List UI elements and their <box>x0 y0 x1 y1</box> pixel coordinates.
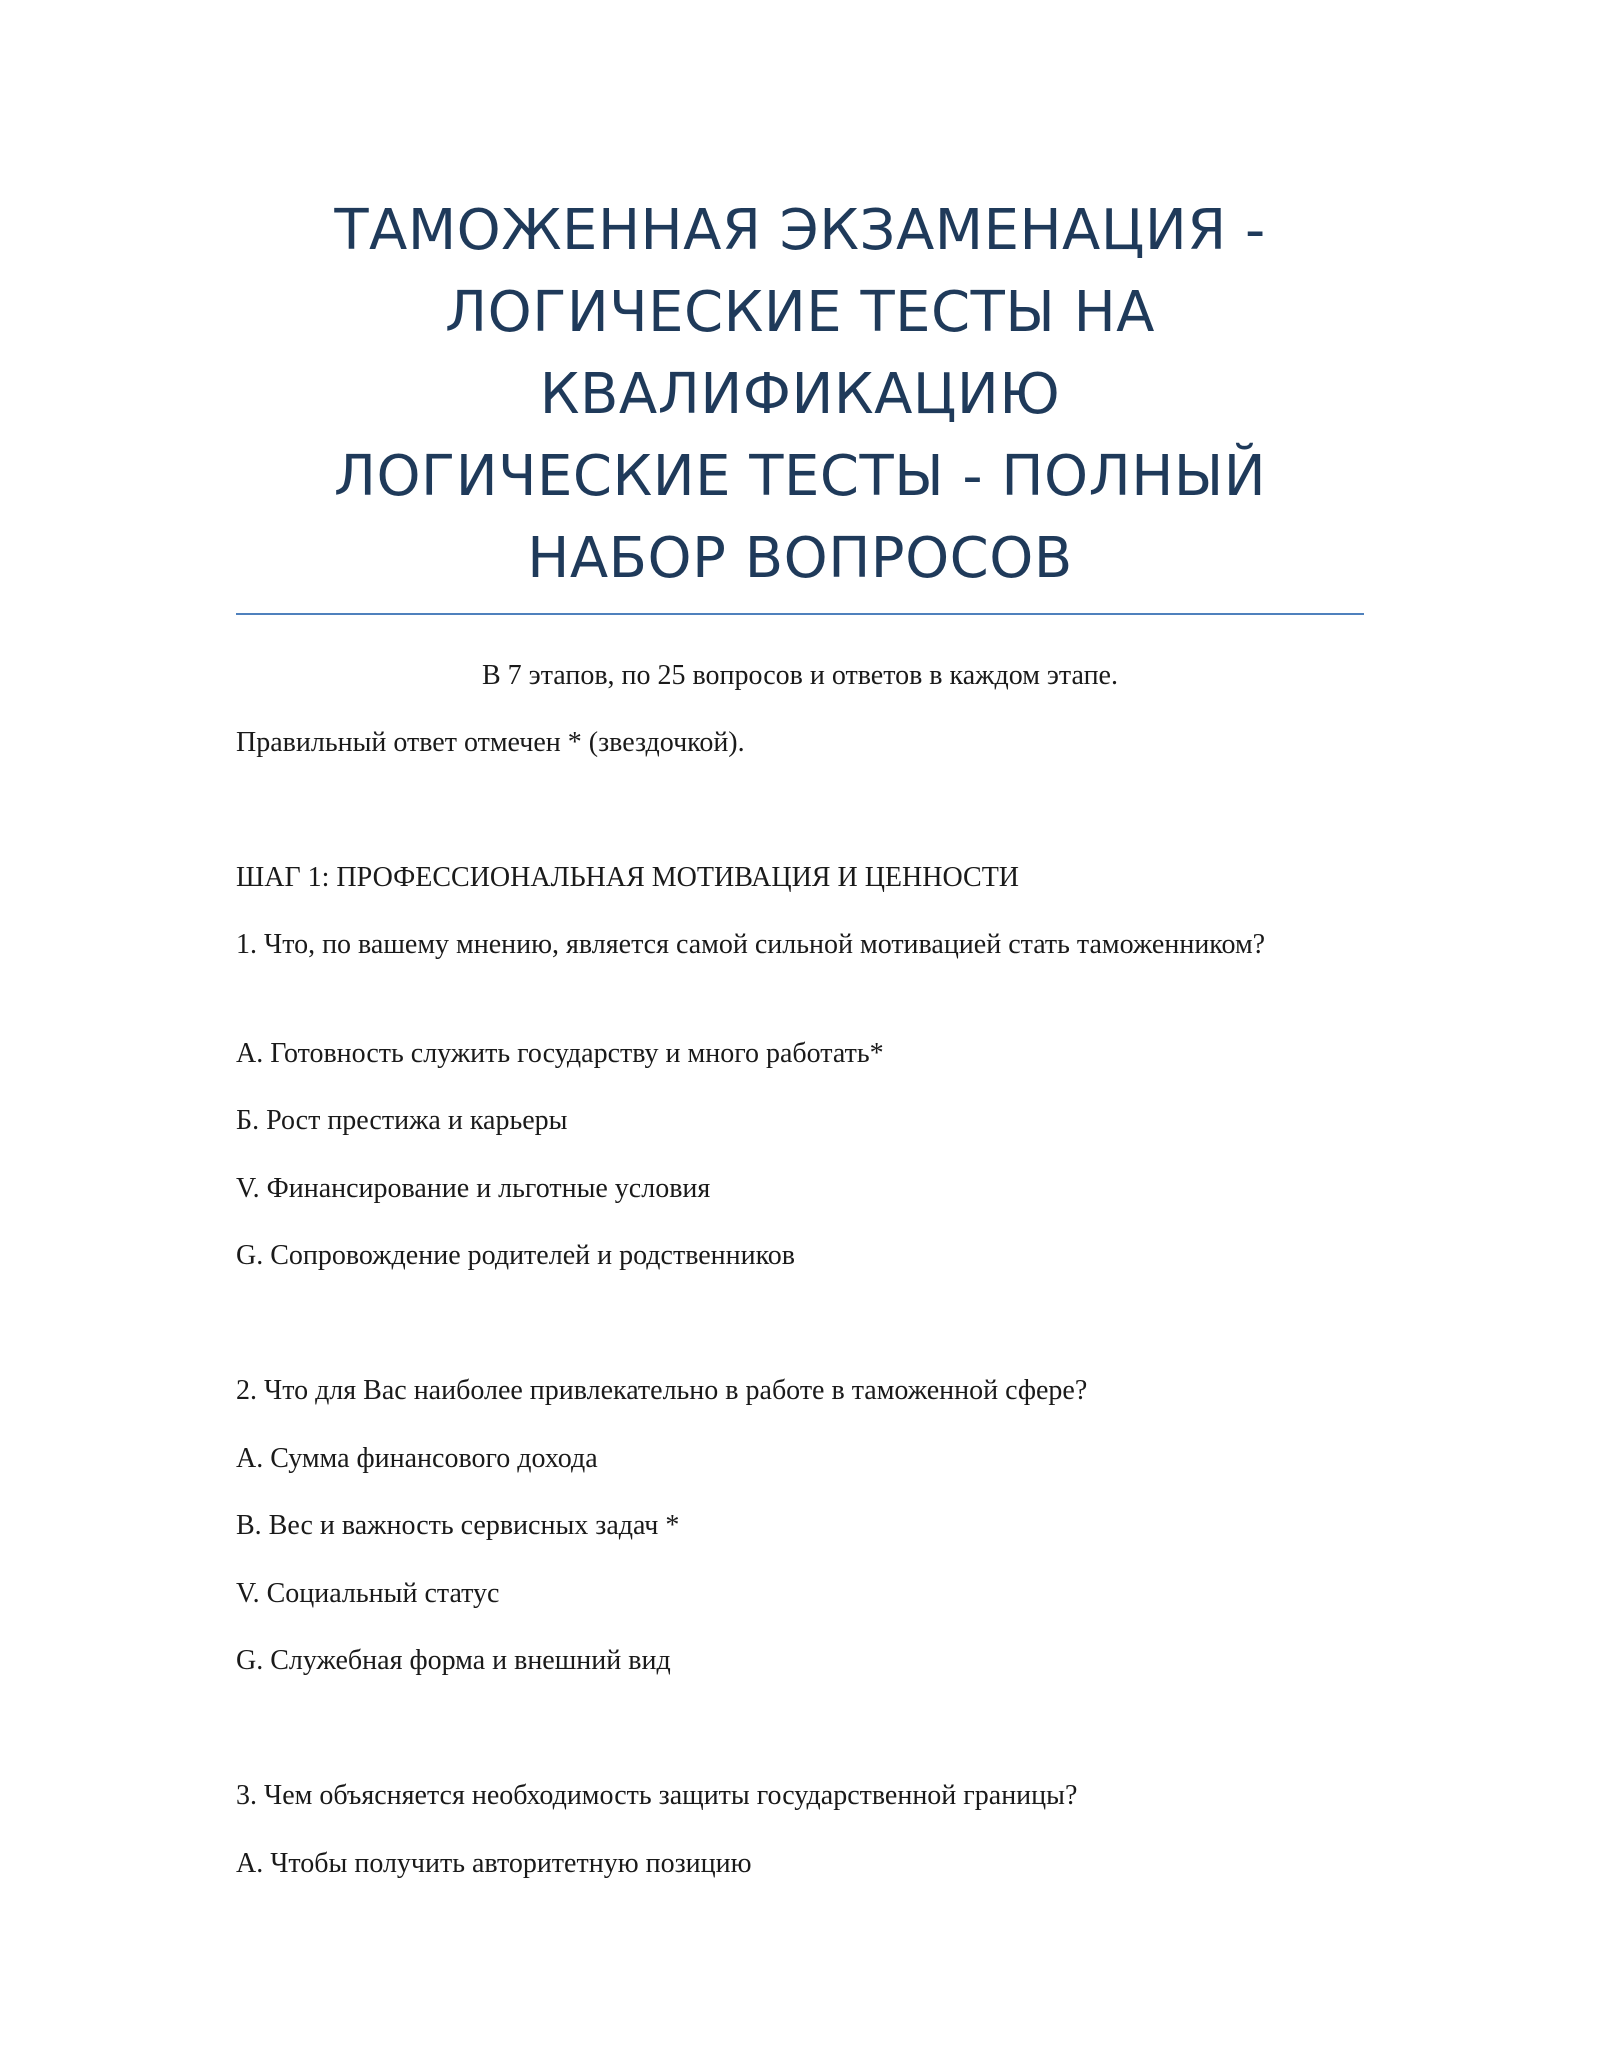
document-title <box>236 190 1364 600</box>
question-1-text: 1. Что, по вашему мнению, является самой сильной мотивацией стать таможенником? <box>236 929 1266 960</box>
question-2-option-v: V. Социальный статус <box>236 1578 500 1609</box>
question-1-option-g: G. Сопровождение родителей и родственников <box>236 1240 796 1271</box>
question-1-option-a: A. Готовность служить государству и много работать* <box>236 1038 884 1069</box>
question-3-text: 3. Чем объясняется необходимость защиты государственной границы? <box>236 1780 1078 1811</box>
title-line: ЛОГИЧЕСКИЕ ТЕСТЫ НА <box>445 280 1155 345</box>
question-2-text: 2. Что для Вас наиболее привлекательно в работе в таможенной сфере? <box>236 1375 1088 1406</box>
question-2-option-b: B. Вес и важность сервисных задач * <box>236 1510 680 1541</box>
question-3-option-a: A. Чтобы получить авторитетную позицию <box>236 1848 752 1879</box>
question-2-option-a: A. Сумма финансового дохода <box>236 1443 598 1474</box>
title-line: НАБОР ВОПРОСОВ <box>527 526 1073 591</box>
question-2-option-g: G. Служебная форма и внешний вид <box>236 1645 671 1676</box>
title-line: ТАМОЖЕННАЯ ЭКЗАМЕНАЦИЯ - <box>334 198 1266 263</box>
step-heading: ШАГ 1: ПРОФЕССИОНАЛЬНАЯ МОТИВАЦИЯ И ЦЕННОСТИ <box>236 862 1020 893</box>
title-line: ЛОГИЧЕСКИЕ ТЕСТЫ - ПОЛНЫЙ <box>333 444 1267 509</box>
question-1-option-v: V. Финансирование и льготные условия <box>236 1173 711 1204</box>
intro-paragraph: В 7 этапов, по 25 вопросов и ответов в каждом этапе. <box>482 660 1118 691</box>
title-divider <box>236 613 1364 615</box>
note-paragraph: Правильный ответ отмечен * (звездочкой). <box>236 727 745 758</box>
question-1-option-b: Б. Рост престижа и карьеры <box>236 1105 568 1136</box>
title-line: КВАЛИФИКАЦИЮ <box>539 362 1061 427</box>
